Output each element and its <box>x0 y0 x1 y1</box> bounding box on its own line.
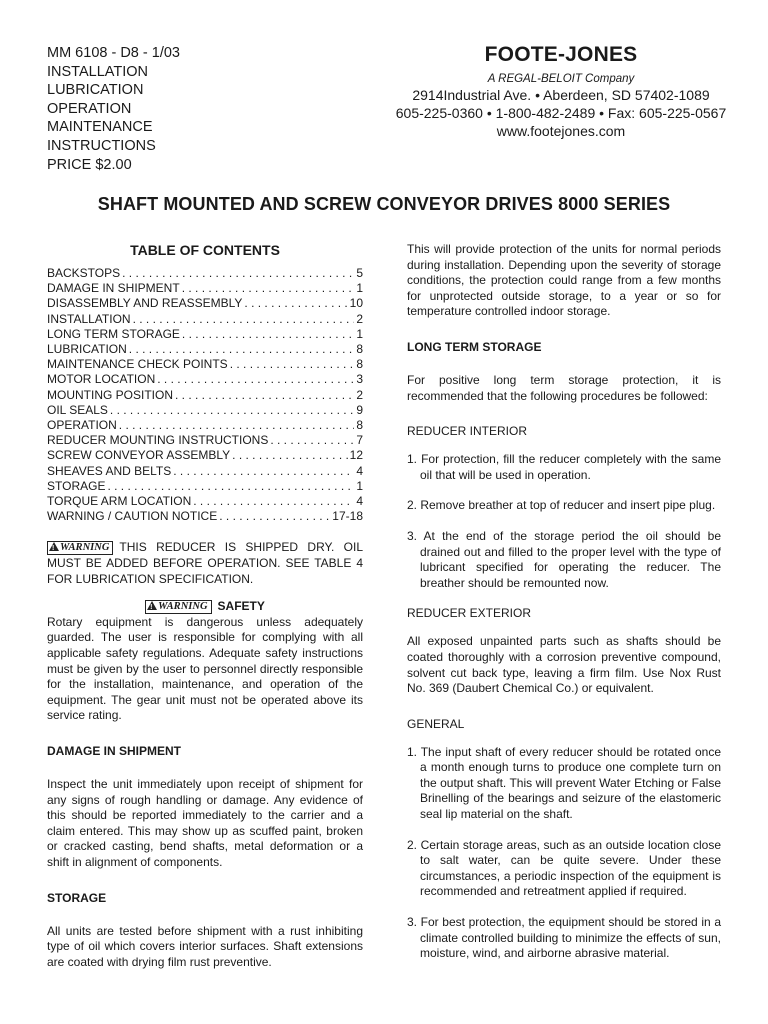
toc-entry-label: REDUCER MOUNTING INSTRUCTIONS <box>47 433 269 448</box>
toc-entry <box>47 357 363 372</box>
doc-number: MM 6108 - D8 - 1/03 <box>47 45 180 61</box>
storage-intro-text: This will provide protection of the units for normal periods during installation. Depending upon the severity of storage conditions, the protection could range from a few months for unprotected outside storage, to a year or so for temperature controlled indoor storage. <box>407 242 721 319</box>
toc-entry-page: 8 <box>356 342 363 357</box>
toc-entry-page: 7 <box>356 433 363 448</box>
warning-triangle-icon <box>147 601 157 610</box>
toc-entry-label: TORQUE ARM LOCATION <box>47 494 192 509</box>
list-item: 2. Remove breather at top of reducer and insert pipe plug. <box>407 498 716 513</box>
table-of-contents <box>47 266 363 524</box>
toc-leader-dots <box>270 433 354 448</box>
toc-entry <box>47 281 363 296</box>
company-name: FOOTE-JONES <box>484 43 638 66</box>
toc-entry <box>47 388 363 403</box>
toc-entry <box>47 464 363 479</box>
toc-leader-dots <box>173 464 354 479</box>
toc-entry-label: BACKSTOPS <box>47 266 121 280</box>
toc-entry-page: 5 <box>356 266 363 280</box>
list-item: 1. For protection, fill the reducer completely with the same oil that will be used in operation. <box>407 452 721 482</box>
damage-heading: DAMAGE IN SHIPMENT <box>47 743 182 758</box>
toc-entry-page: 2 <box>356 311 363 326</box>
toc-entry <box>47 327 363 342</box>
toc-entry-label: SCREW CONVEYOR ASSEMBLY <box>47 448 231 463</box>
toc-entry-page: 17-18 <box>332 509 363 524</box>
toc-entry-label: LUBRICATION <box>47 342 127 357</box>
doc-line: OPERATION <box>47 100 132 117</box>
storage-heading: STORAGE <box>47 890 107 905</box>
toc-entry <box>47 494 363 509</box>
toc-entry-page: 1 <box>356 281 363 296</box>
toc-title: TABLE OF CONTENTS <box>130 242 280 258</box>
toc-entry <box>47 418 363 433</box>
toc-entry-label: INSTALLATION <box>47 311 131 326</box>
right-column <box>407 242 721 977</box>
general-list <box>407 745 721 962</box>
left-column <box>47 242 363 970</box>
doc-price: PRICE $2.00 <box>47 156 132 173</box>
toc-entry <box>47 342 363 357</box>
storage-text: All units are tested before shipment with a rust inhibiting type of oil which covers interior surfaces. Shaft extensions are coated with drying film rust preventive. <box>47 923 363 969</box>
warning-badge: !WARNING <box>145 600 211 614</box>
reducer-exterior-heading: REDUCER EXTERIOR <box>407 606 532 621</box>
toc-entry <box>47 296 363 311</box>
doc-line: LUBRICATION <box>47 82 144 99</box>
toc-entry <box>47 509 363 524</box>
safety-heading: !WARNING SAFETY <box>47 599 363 615</box>
toc-entry <box>47 312 363 327</box>
toc-entry-page: 2 <box>356 387 363 402</box>
toc-entry-page: 10 <box>349 296 363 311</box>
toc-entry-label: OPERATION <box>47 418 117 433</box>
toc-leader-dots <box>133 312 355 327</box>
warning-badge: !WARNING <box>47 541 113 555</box>
toc-entry-page: 1 <box>356 326 363 341</box>
company-address: 2914Industrial Ave. • Aberdeen, SD 57402-1089 <box>412 87 710 103</box>
toc-entry-page: 8 <box>356 357 363 372</box>
toc-entry <box>47 403 363 418</box>
company-header <box>360 42 762 140</box>
toc-entry-label: MOTOR LOCATION <box>47 372 156 387</box>
long-term-storage-heading: LONG TERM STORAGE <box>407 339 542 354</box>
toc-entry <box>47 266 363 281</box>
company-phones: 605-225-0360 • 1-800-482-2489 • Fax: 605-225-0567 <box>395 105 727 121</box>
toc-leader-dots <box>110 403 354 418</box>
document-info <box>47 44 180 174</box>
toc-entry-page: 4 <box>356 494 363 509</box>
toc-entry-label: WARNING / CAUTION NOTICE <box>47 509 218 524</box>
company-website: www.footejones.com <box>496 123 626 139</box>
toc-leader-dots <box>219 509 330 524</box>
toc-entry-page: 1 <box>356 478 363 493</box>
toc-leader-dots <box>157 372 354 387</box>
toc-entry-label: MOUNTING POSITION <box>47 387 173 402</box>
doc-line: INSTRUCTIONS <box>47 137 156 154</box>
warning-triangle-icon <box>49 542 59 551</box>
toc-entry <box>47 448 363 463</box>
doc-line: INSTALLATION <box>47 63 148 80</box>
toc-leader-dots <box>193 494 354 509</box>
reducer-exterior-text: All exposed unpainted parts such as shafts should be coated thoroughly with a corrosion preventive compound, solvent cut back type, leaving a firm film. Use Nox Rust No. 369 (Daubert Chemical Co.) or equivalent. <box>407 634 721 696</box>
dry-shipment-warning <box>47 540 363 587</box>
page-title: SHAFT MOUNTED AND SCREW CONVEYOR DRIVES 8000 SERIES <box>97 194 671 214</box>
toc-entry-page: 8 <box>356 418 363 433</box>
parent-company: A REGAL-BELOIT Company <box>487 73 635 85</box>
safety-text: Rotary equipment is dangerous unless adequately guarded. The user is responsible for complying with all applicable safety regulations. Adequate safety instructions must be given by the user to personnel directly responsible for the installation, maintenance, and operation of the equipment. The gear unit must not be operated above its service rating. <box>47 614 363 723</box>
toc-entry-page: 9 <box>356 402 363 417</box>
damage-text: Inspect the unit immediately upon receipt of shipment for any signs of rough handling or damage. Any evidence of this should be reported immediately to the carrier and a claim entered. This may show up as scuffed paint, broken or cracked casting, bend shafts, metal deformation or a shift in alignment of components. <box>47 776 363 869</box>
toc-leader-dots <box>230 357 355 372</box>
toc-entry-page: 4 <box>356 463 363 478</box>
list-item: 1. The input shaft of every reducer should be rotated once a month enough turns to produce one complete turn on the output shaft. This will prevent Water Etching or False Brinelling of the bearings and seizure of the elastomeric seal lip material on the shaft. <box>407 744 721 822</box>
toc-entry-label: MAINTENANCE CHECK POINTS <box>47 357 228 372</box>
doc-line: MAINTENANCE <box>47 119 153 136</box>
toc-entry <box>47 433 363 448</box>
toc-leader-dots <box>119 418 355 433</box>
toc-entry-label: OIL SEALS <box>47 402 108 417</box>
toc-leader-dots <box>175 388 354 403</box>
toc-entry-label: STORAGE <box>47 478 106 493</box>
toc-entry-label: DISASSEMBLY AND REASSEMBLY <box>47 296 243 311</box>
toc-leader-dots <box>129 342 355 357</box>
general-heading: GENERAL <box>407 716 465 731</box>
long-term-storage-text: For positive long term storage protection, it is recommended that the following procedures be followed: <box>407 372 721 403</box>
reducer-interior-list <box>407 452 721 591</box>
toc-entry <box>47 479 363 494</box>
toc-entry-label: DAMAGE IN SHIPMENT <box>47 281 180 296</box>
toc-entry-label: LONG TERM STORAGE <box>47 326 180 341</box>
toc-leader-dots <box>182 281 355 296</box>
list-item: 2. Certain storage areas, such as an outside location close to salt water, can be quite severe. Under these circumstances, a periodic inspection of the equipment is recommended and retreatment applied if required. <box>407 837 721 899</box>
toc-leader-dots <box>122 266 354 281</box>
toc-leader-dots <box>244 296 347 311</box>
list-item: 3. At the end of the storage period the oil should be drained out and filled to the proper level with the type of lubricant specified for operating the reducer. The breather should be remounted now. <box>407 528 721 590</box>
toc-leader-dots <box>182 327 354 342</box>
reducer-interior-heading: REDUCER INTERIOR <box>407 424 528 439</box>
toc-entry-label: SHEAVES AND BELTS <box>47 463 172 478</box>
toc-leader-dots <box>107 479 354 494</box>
toc-entry-page: 3 <box>356 372 363 387</box>
list-item: 3. For best protection, the equipment should be stored in a climate controlled building to minimize the effects of sun, moisture, wind, and airborne abrasive material. <box>407 915 721 961</box>
dry-notice-text: THIS REDUCER IS SHIPPED DRY. OIL MUST BE ADDED BEFORE OPERATION. SEE TABLE 4 FOR LUBRICATION SPECIFICATION. <box>47 540 363 586</box>
toc-leader-dots <box>232 448 347 463</box>
toc-entry <box>47 372 363 387</box>
toc-entry-page: 12 <box>349 448 363 463</box>
